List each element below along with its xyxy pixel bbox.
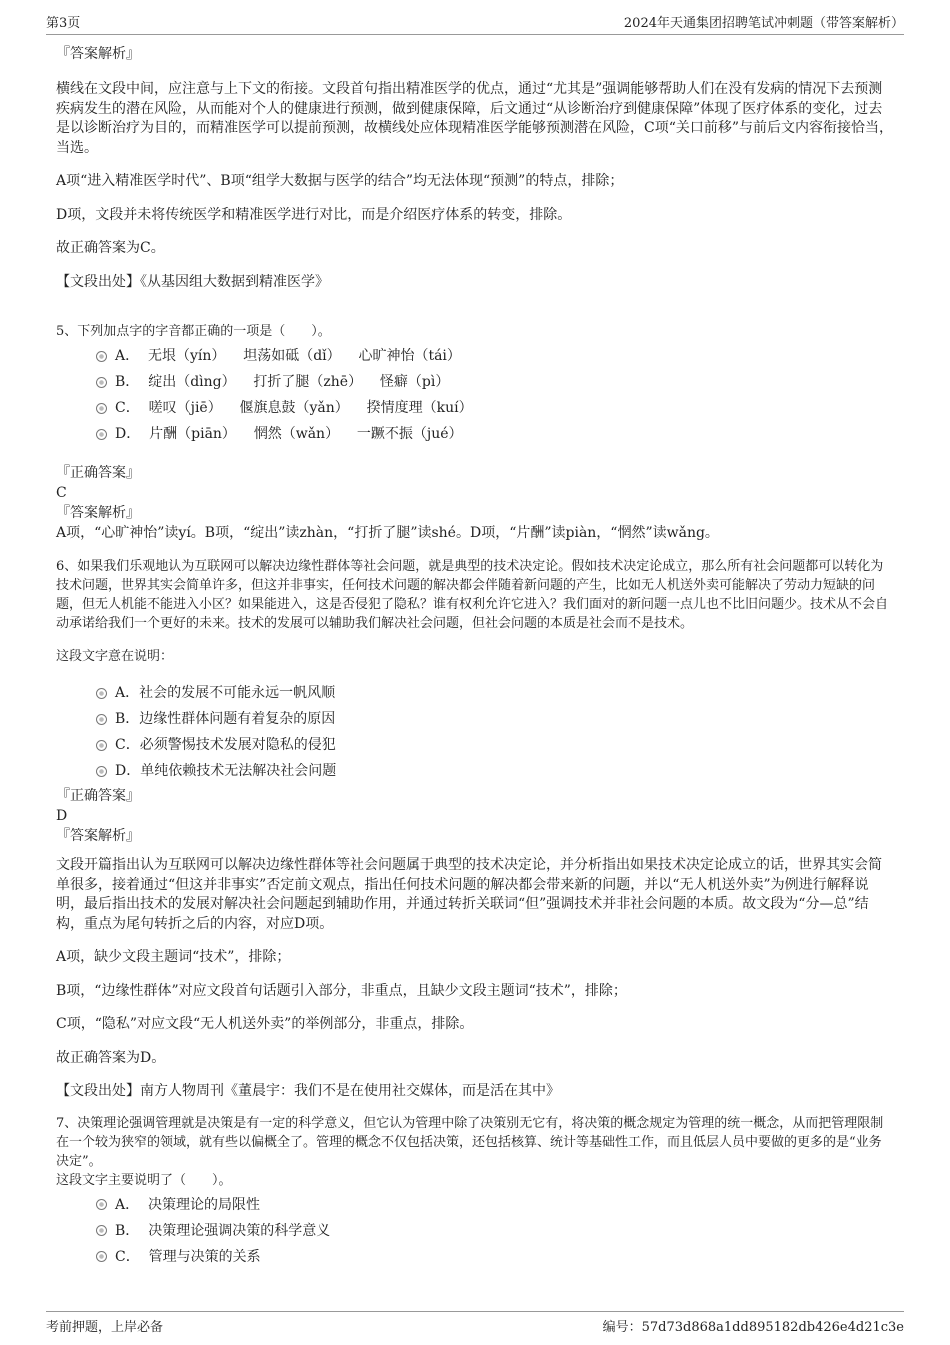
q6-analysis-p4: C项，“隐私”对应文段“无人机送外卖”的举例部分，非重点，排除。 xyxy=(56,1016,474,1032)
option-label: B．边缘性群体问题有着复杂的原因 xyxy=(115,711,336,727)
page-number: 第3页 xyxy=(46,16,81,31)
footer-slogan: 考前押题，上岸必备 xyxy=(46,1320,164,1335)
q4-analysis-p2: A项“进入精准医学时代”、B项“组学大数据与医学的结合”均无法体现“预测”的特点，排除； xyxy=(56,173,624,189)
q5-analysis-label: 『答案解析』 xyxy=(56,505,140,521)
option-label: D．单纯依赖技术无法解决社会问题 xyxy=(115,763,337,779)
q5-answer-label: 『正确答案』 xyxy=(56,465,140,481)
option-label: C． 嗟叹（jiē） 偃旗息鼓（yǎn） 揆情度理（kuí） xyxy=(115,400,473,416)
document-id: 编号：57d73d868a1dd895182db426e4d21c3e xyxy=(602,1320,904,1335)
q5-option-d[interactable] xyxy=(56,421,894,447)
option-label: B． 绽出（dìng） 打折了腿（zhē） 怪癖（pì） xyxy=(115,374,450,390)
radio-icon[interactable] xyxy=(96,714,107,725)
q6-option-d[interactable] xyxy=(56,758,894,784)
radio-icon[interactable] xyxy=(96,377,107,388)
radio-icon[interactable] xyxy=(96,766,107,777)
radio-icon[interactable] xyxy=(96,1225,107,1236)
radio-icon[interactable] xyxy=(96,351,107,362)
q6-prompt: 这段文字意在说明： xyxy=(56,649,174,664)
q5-answer: C xyxy=(56,485,67,501)
q4-analysis-label: 『答案解析』 xyxy=(56,46,140,62)
q6-analysis-p3: B项，“边缘性群体”对应文段首句话题引入部分，非重点，且缺少文段主题词“技术”，排除； xyxy=(56,982,627,999)
q6-analysis-p2: A项，缺少文段主题词“技术”，排除； xyxy=(56,949,291,965)
q5-option-a[interactable] xyxy=(56,343,894,369)
radio-icon[interactable] xyxy=(96,688,107,699)
q4-analysis-p1: 横线在文段中间，应注意与上下文的衔接。文段首句指出精准医学的优点，通过“尤其是”强调能够帮助人们在没有发病的情况下去预测疾病发生的潜在风险，从而能对个人的健康进行预测，做到健康保障，后文通过“从诊断治疗到健康保障”体现了医疗体系的变化，过去是以诊断治疗为目的，而精准医学可以提前预测，故横线处应体现精准医学能够预测潜在风险，C项“关口前移”与前后文内容衔接恰当，当选。 xyxy=(56,81,894,156)
q6-options xyxy=(56,680,894,784)
q6-answer-label: 『正确答案』 xyxy=(56,788,140,804)
q6-analysis-label: 『答案解析』 xyxy=(56,828,140,844)
q4-analysis-p4: 故正确答案为C。 xyxy=(56,240,165,256)
radio-icon[interactable] xyxy=(96,429,107,440)
q4-source: 【文段出处】《从基因组大数据到精准医学》 xyxy=(56,273,329,290)
q6-analysis-p1: 文段开篇指出认为互联网可以解决边缘性群体等社会问题属于典型的技术决定论，并分析指出如果技术决定论成立的话，世界其实会简单很多，接着通过“但这并非事实”否定前文观点，指出任何技术问题的解决都会带来新的问题，并以“无人机送外卖”为例进行解释说明，最后指出技术的发展对解决社会问题起到辅助作用，并通过转折关联词“但”强调技术并非社会问题的本质。故文段为“分—总”结构，重点为尾句转折之后的内容，对应D项。 xyxy=(56,857,882,932)
q5-option-b[interactable] xyxy=(56,369,894,395)
option-label: A． 无垠（yín） 坦荡如砥（dǐ） 心旷神怡（tái） xyxy=(115,348,461,364)
q6-answer: D xyxy=(56,808,68,824)
q5-option-c[interactable] xyxy=(56,395,894,421)
q6-source: 【文段出处】南方人物周刊《董晨宇：我们不是在使用社交媒体，而是活在其中》 xyxy=(56,1083,560,1099)
radio-icon[interactable] xyxy=(96,740,107,751)
q7-option-c[interactable] xyxy=(56,1244,894,1270)
q6-option-c[interactable] xyxy=(56,732,894,758)
radio-icon[interactable] xyxy=(96,1251,107,1262)
q6-analysis-p5: 故正确答案为D。 xyxy=(56,1049,166,1066)
q5-analysis: A项，“心旷神怡”读yí。B项，“绽出”读zhàn，“打折了腿”读shé。D项，“片酬”读piàn，“惘然”读wǎng。 xyxy=(56,525,719,541)
page-footer xyxy=(46,1311,904,1335)
q7-stem: 7、决策理论强调管理就是决策是有一定的科学意义，但它认为管理中除了决策别无它有，将决策的概念规定为管理的统一概念，从而把管理限制在一个较为狭窄的领域，就有些以偏概全了。管理的概念不仅包括决策，还包括核算、统计等基础性工作，而且低层人员中要做的更多的是“业务决定”。 xyxy=(56,1115,884,1169)
q5-stem: 5、下列加点字的字音都正确的一项是（ ）。 xyxy=(56,324,331,339)
q7-options xyxy=(56,1192,894,1270)
option-label: A． 决策理论的局限性 xyxy=(115,1196,261,1213)
q6-stem: 6、如果我们乐观地认为互联网可以解决边缘性群体等社会问题，就是典型的技术决定论。假如技术决定论成立，那么所有社会问题都可以转化为技术问题，世界其实会简单许多，但这并非事实，任何技术问题的解决都会伴随着新问题的产生，比如无人机送外卖可能解决了劳动力短缺的问题，但无人机能不能进入小区？如果能进入，这是否侵犯了隐私？谁有权利允许它进入？我们面对的新问题一点儿也不比旧问题少。技术从不会自动承诺给我们一个更好的未来。技术的发展可以辅助我们解决社会问题，但社会问题的本质是社会而不是技术。 xyxy=(56,559,889,631)
q6-option-a[interactable] xyxy=(56,680,894,706)
q4-analysis-p3: D项，文段并未将传统医学和精准医学进行对比，而是介绍医疗体系的转变，排除。 xyxy=(56,206,572,223)
option-label: A．社会的发展不可能永远一帆风顺 xyxy=(115,685,336,701)
q7-option-a[interactable] xyxy=(56,1192,894,1218)
radio-icon[interactable] xyxy=(96,403,107,414)
document-title: 2024年天通集团招聘笔试冲刺题（带答案解析） xyxy=(623,16,904,31)
option-label: B． 决策理论强调决策的科学意义 xyxy=(115,1222,331,1239)
option-label: C．必须警惕技术发展对隐私的侵犯 xyxy=(115,737,336,753)
q7-option-b[interactable] xyxy=(56,1218,894,1244)
option-label: D． 片酬（piān） 惘然（wǎn） 一蹶不振（jué） xyxy=(115,426,463,442)
page-content xyxy=(56,44,894,1270)
q5-options xyxy=(56,343,894,447)
option-label: C． 管理与决策的关系 xyxy=(115,1248,261,1265)
q6-option-b[interactable] xyxy=(56,706,894,732)
page-header xyxy=(46,12,904,35)
q7-prompt: 这段文字主要说明了（ ）。 xyxy=(56,1172,232,1188)
radio-icon[interactable] xyxy=(96,1199,107,1210)
